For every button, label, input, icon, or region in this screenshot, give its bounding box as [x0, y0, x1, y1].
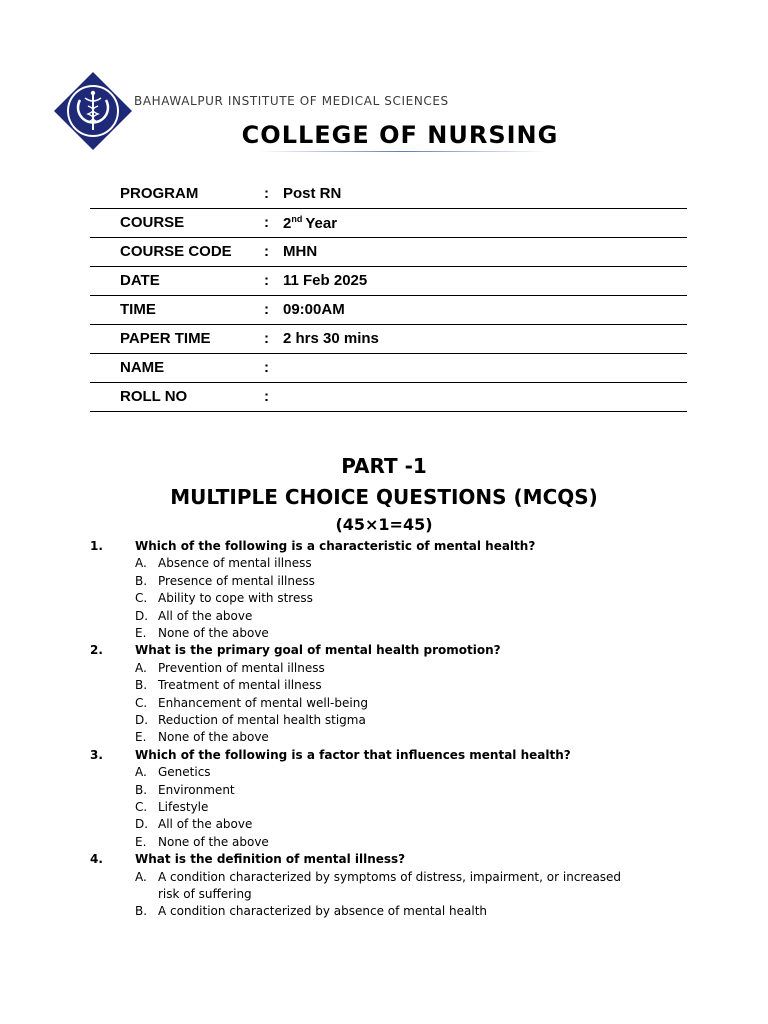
option-item	[0, 782, 768, 799]
question-number: 1.	[90, 539, 103, 553]
info-row-date	[90, 267, 687, 296]
option-item	[0, 608, 768, 625]
course-year-number: 2	[283, 215, 292, 232]
option-text: None of the above	[158, 834, 269, 849]
question-number: 4.	[90, 852, 103, 867]
option-item	[0, 555, 768, 572]
info-colon: :	[264, 388, 269, 405]
info-value: MHN	[283, 243, 318, 260]
option-letter: C.	[135, 591, 148, 606]
info-row-program	[90, 180, 687, 209]
info-colon: :	[264, 214, 269, 231]
option-text: All of the above	[158, 608, 253, 623]
title-underline	[258, 151, 548, 152]
info-row-course-code	[90, 238, 687, 267]
option-letter: A.	[135, 660, 147, 675]
info-label: TIME	[120, 301, 156, 318]
option-item	[0, 816, 768, 833]
course-year-text: Year	[305, 215, 338, 232]
section-title: MULTIPLE CHOICE QUESTIONS (MCQS)	[170, 485, 598, 509]
info-value: Post RN	[283, 185, 342, 202]
option-text: None of the above	[158, 730, 269, 745]
info-colon: :	[264, 301, 269, 318]
option-item	[0, 834, 768, 851]
question-number: 3.	[90, 747, 103, 762]
info-label: COURSE CODE	[120, 243, 232, 260]
option-text: A condition characterized by symptoms of distress, impairment, or increased risk of suffering	[158, 869, 622, 902]
question-item	[0, 538, 768, 555]
question-text: Which of the following is a characteristic of mental health?	[135, 539, 536, 553]
option-text: Absence of mental illness	[158, 556, 312, 571]
option-text: Treatment of mental illness	[158, 678, 322, 693]
info-colon: :	[264, 272, 269, 289]
option-item	[0, 729, 768, 746]
info-row-name	[90, 354, 687, 383]
info-label: COURSE	[120, 214, 185, 231]
info-value	[283, 214, 337, 232]
option-letter: A.	[135, 556, 147, 571]
exam-info-table	[90, 180, 687, 412]
info-colon: :	[264, 330, 269, 347]
option-text: A condition characterized by absence of mental health	[158, 904, 488, 919]
info-value: 2 hrs 30 mins	[283, 330, 379, 347]
option-item	[0, 903, 768, 920]
option-text: Reduction of mental health stigma	[158, 713, 366, 728]
option-text: Environment	[158, 782, 235, 797]
institute-name: BAHAWALPUR INSTITUTE OF MEDICAL SCIENCES	[134, 94, 449, 108]
info-label: DATE	[120, 272, 160, 289]
option-letter: E.	[135, 834, 147, 849]
info-label: PROGRAM	[120, 185, 199, 202]
option-text: Enhancement of mental well-being	[158, 695, 368, 710]
question-text: What is the primary goal of mental health promotion?	[135, 643, 501, 658]
info-colon: :	[264, 359, 269, 376]
option-letter: B.	[135, 678, 148, 693]
marks-distribution: (45×1=45)	[335, 515, 433, 534]
option-letter: D.	[135, 608, 149, 623]
option-letter: E.	[135, 626, 147, 641]
info-row-course	[90, 209, 687, 238]
option-item	[0, 660, 768, 677]
info-row-roll-no	[90, 383, 687, 412]
option-letter: C.	[135, 800, 148, 815]
option-letter: D.	[135, 817, 149, 832]
option-letter: C.	[135, 695, 148, 710]
option-letter: A.	[135, 765, 147, 780]
part-title: PART -1	[341, 454, 427, 478]
option-item	[0, 869, 768, 904]
info-value: 09:00AM	[283, 301, 345, 318]
option-item	[0, 764, 768, 781]
info-value: 11 Feb 2025	[283, 272, 368, 289]
info-row-paper-time	[90, 325, 687, 354]
question-item	[0, 851, 768, 868]
question-text: What is the definition of mental illness?	[135, 852, 406, 867]
option-text: Lifestyle	[158, 800, 209, 815]
option-text: Genetics	[158, 765, 211, 780]
info-colon: :	[264, 185, 269, 202]
option-letter: B.	[135, 782, 148, 797]
question-item	[0, 642, 768, 659]
course-year-suffix: nd	[291, 214, 303, 224]
info-colon: :	[264, 243, 269, 260]
info-row-time	[90, 296, 687, 325]
option-item	[0, 712, 768, 729]
question-number: 2.	[90, 643, 103, 658]
info-label: PAPER TIME	[120, 330, 211, 347]
question-item	[0, 747, 768, 764]
option-text: Ability to cope with stress	[158, 591, 313, 606]
option-letter: B.	[135, 573, 148, 588]
question-text: Which of the following is a factor that influences mental health?	[135, 747, 571, 762]
info-label: ROLL NO	[120, 388, 188, 405]
option-text: None of the above	[158, 626, 269, 641]
question-list	[0, 538, 768, 921]
option-item	[0, 695, 768, 712]
college-title: COLLEGE OF NURSING	[241, 121, 559, 149]
option-text: All of the above	[158, 817, 253, 832]
option-item	[0, 799, 768, 816]
option-letter: B.	[135, 904, 148, 919]
option-text: Prevention of mental illness	[158, 660, 325, 675]
option-item	[0, 625, 768, 642]
option-letter: E.	[135, 730, 147, 745]
info-label: NAME	[120, 359, 165, 376]
option-item	[0, 573, 768, 590]
option-letter: A.	[135, 869, 147, 884]
option-item	[0, 677, 768, 694]
option-text: Presence of mental illness	[158, 573, 315, 588]
option-letter: D.	[135, 713, 149, 728]
option-item	[0, 590, 768, 607]
